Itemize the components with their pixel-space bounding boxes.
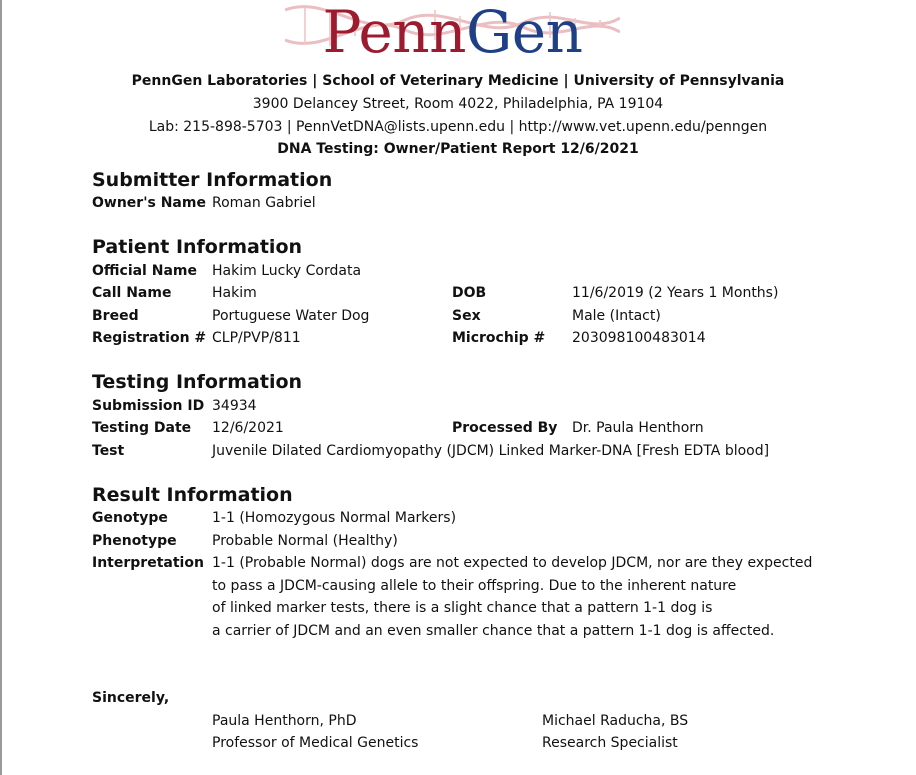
signer1-title: Professor of Medical Genetics (212, 735, 419, 751)
official-name-value: Hakim Lucky Cordata (212, 263, 362, 279)
testing-section-title: Testing Information (92, 371, 303, 393)
genotype-value: 1-1 (Homozygous Normal Markers) (212, 510, 457, 526)
dob-value: 11/6/2019 (2 Years 1 Months) (572, 285, 779, 301)
header-contact: Lab: 215-898-5703 | PennVetDNA@lists.upenn.edu | http://www.vet.upenn.edu/penngen (148, 119, 768, 135)
interpretation-line: to pass a JDCM-causing allele to their offspring. Due to the inherent nature (212, 578, 737, 594)
report-title: DNA Testing: Owner/Patient Report 12/6/2021 (277, 141, 639, 157)
logo-wordmark (285, 0, 620, 72)
breed-label: Breed (92, 308, 139, 324)
owner-name-value: Roman Gabriel (212, 195, 316, 211)
owner-name-label: Owner's Name (92, 195, 206, 211)
submission-id-value: 34934 (212, 398, 257, 414)
registration-label: Registration # (92, 330, 207, 346)
testing-date-label: Testing Date (92, 420, 192, 436)
call-name-label: Call Name (92, 285, 172, 301)
microchip-label: Microchip # (452, 330, 546, 346)
registration-value: CLP/PVP/811 (212, 330, 301, 346)
breed-value: Portuguese Water Dog (212, 308, 370, 324)
header-address: 3900 Delancey Street, Room 4022, Philadelphia, PA 19104 (252, 96, 664, 112)
sincerely-text: Sincerely, (92, 690, 170, 706)
genotype-label: Genotype (92, 510, 168, 526)
interpretation-line: a carrier of JDCM and an even smaller chance that a pattern 1-1 dog is affected. (212, 623, 775, 639)
phenotype-label: Phenotype (92, 533, 177, 549)
signer2-name: Michael Raducha, BS (542, 713, 689, 729)
test-value: Juvenile Dilated Cardiomyopathy (JDCM) Linked Marker-DNA [Fresh EDTA blood] (212, 443, 770, 459)
processed-by-label: Processed By (452, 420, 558, 436)
logo-penn-text: Penn (322, 0, 466, 66)
sex-value: Male (Intact) (572, 308, 661, 324)
official-name-label: Official Name (92, 263, 197, 279)
microchip-value: 203098100483014 (572, 330, 706, 346)
sex-label: Sex (452, 308, 481, 324)
phenotype-value: Probable Normal (Healthy) (212, 533, 398, 549)
signer2-title: Research Specialist (542, 735, 678, 751)
page-left-border (0, 0, 2, 775)
penngen-logo (285, 0, 620, 70)
logo-gen-text: Gen (465, 0, 583, 66)
processed-by-value: Dr. Paula Henthorn (572, 420, 704, 436)
call-name-value: Hakim (212, 285, 257, 301)
signer1-name: Paula Henthorn, PhD (212, 713, 357, 729)
interpretation-line: 1-1 (Probable Normal) dogs are not expected to develop JDCM, nor are they expected (212, 555, 813, 571)
patient-section-title: Patient Information (92, 236, 303, 258)
testing-date-value: 12/6/2021 (212, 420, 284, 436)
dob-label: DOB (452, 285, 487, 301)
submitter-section-title: Submitter Information (92, 169, 333, 191)
header-institution: PennGen Laboratories | School of Veterinary Medicine | University of Pennsylvania (131, 73, 785, 89)
result-section-title: Result Information (92, 484, 293, 506)
interpretation-line: of linked marker tests, there is a slight chance that a pattern 1-1 dog is (212, 600, 713, 616)
submission-id-label: Submission ID (92, 398, 205, 414)
test-label: Test (92, 443, 125, 459)
interpretation-label: Interpretation (92, 555, 204, 571)
